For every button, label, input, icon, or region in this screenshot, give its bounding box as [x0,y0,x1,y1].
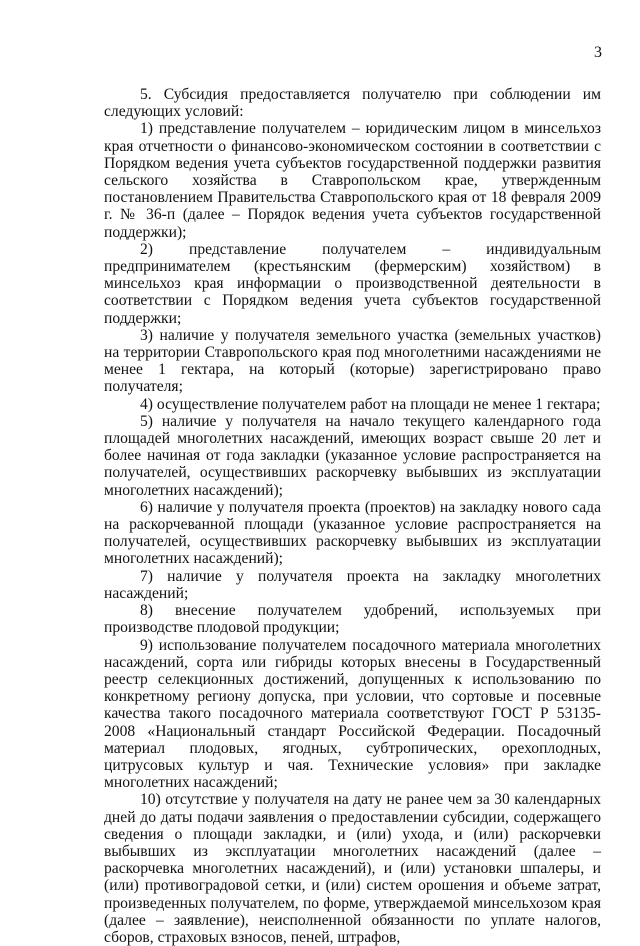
paragraph-condition-2: 2) представление получателем – индивидуальным предпринимателем (крестьянским (фермерским) хозяйством) в минсельхоз края информации о производственной деятельности в соответствии с Порядком ведения учета субъектов государственной поддержки; [104,240,601,327]
paragraph-condition-1: 1) представление получателем – юридическим лицом в минсельхоз края отчетности о финансово-экономическом состоянии в соответствии с Порядком ведения учета субъектов государственной поддержки развития сельского хозяйства в Ставропольском крае, утвержденным постановлением Правительства Ставропольского края от 18 февраля 2009 г. № 36-п (далее – Порядок ведения учета субъектов государственной поддержки); [104,120,601,241]
paragraph-condition-4: 4) осуществление получателем работ на площади не менее 1 гектара; [140,395,601,413]
document-body [104,86,601,946]
paragraph-condition-7: 7) наличие у получателя проекта на закладку многолетних насаждений; [104,567,601,602]
paragraph-condition-6: 6) наличие у получателя проекта (проектов) на закладку нового сада на раскорчеванной площади (указанное условие распространяется на получателей, осуществивших раскорчевку выбывших из эксплуатации многолетних насаждений); [104,498,601,568]
page-number: 3 [594,44,602,61]
paragraph-condition-intro: 5. Субсидия предоставляется получателю при соблюдении им следующих условий: [104,86,601,121]
paragraph-condition-5: 5) наличие у получателя на начало текущего календарного года площадей многолетних насаждений, имеющих возраст свыше 20 лет и более начиная от года закладки (указанное условие распространяется на получателей, осуществивших раскорчевку выбывших из эксплуатации многолетних насаждений); [104,412,601,499]
paragraph-condition-8: 8) внесение получателем удобрений, используемых при производстве плодовой продукции; [104,602,601,637]
paragraph-condition-10: 10) отсутствие у получателя на дату не ранее чем за 30 календарных дней до даты подачи заявления о предоставлении субсидии, содержащего сведения о площади закладки, и (или) ухода, и (или) раскорчевки выбывших из эксплуатации многолетних насаждений (далее – раскорчевка многолетних насаждений), и (или) установки шпалеры, и (или) противоградовой сетки, и (или) систем орошения и объеме затрат, произведенных получателем, по форме, утверждаемой минсельхозом края (далее – заявление), неисполненной обязанности по уплате налогов, сборов, страховых взносов, пеней, штрафов, [104,791,601,946]
paragraph-condition-9: 9) использование получателем посадочного материала многолетних насаждений, сорта или гибриды которых внесены в Государственный реестр селекционных достижений, допущенных к использованию по конкретному региону допуска, при условии, что сортовые и посевные качества такого посадочного материала соответствуют ГОСТ Р 53135-2008 «Национальный стандарт Российской Федерации. Посадочный материал плодовых, ягодных, субтропических, орехоплодных, цитрусовых культур и чая. Технические условия» при закладке многолетних насаждений; [104,636,601,792]
paragraph-condition-3: 3) наличие у получателя земельного участка (земельных участков) на территории Ставропольского края под многолетними насаждениями не менее 1 гектара, на который (которые) зарегистрировано право получателя; [104,326,601,396]
